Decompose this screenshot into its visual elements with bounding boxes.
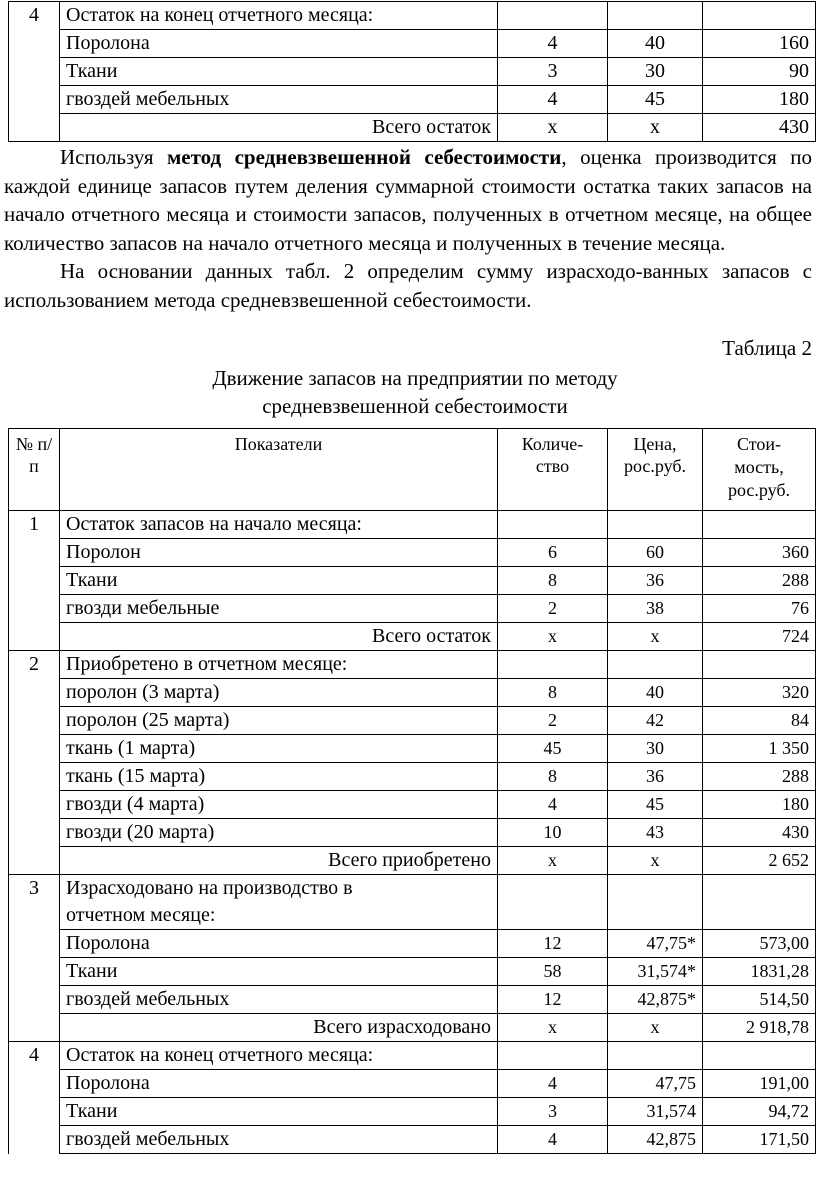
table-row: 3 Израсходовано на производство в отчетном месяце: — [9, 875, 816, 930]
table-title-line-1: Движение запасов на предприятии по методу — [212, 366, 618, 390]
header-sum: Стои-мость, рос.руб. — [703, 429, 816, 511]
table-row: Поролона 4 40 160 — [9, 30, 816, 58]
main-table — [8, 428, 816, 1154]
paragraph-1: Используя метод средневзвешенной себестоимости, оценка производится по каждой единице запасов путем деления суммарной стоимости остатка таких запасов на начало отчетного месяца и стоимости запасов, полученных в отчетном месяце, на общее количество запасов на начало отчетного месяца и полученных в течение месяца. — [4, 145, 812, 255]
table-row: 4 Остаток на конец отчетного месяца: — [9, 1042, 816, 1070]
body-text — [4, 143, 812, 314]
table-row: гвоздей мебельных 4 45 180 — [9, 86, 816, 114]
table-row: ткань (1 марта) 45 30 1 350 — [9, 735, 816, 763]
header-row — [9, 429, 816, 511]
table-label: Таблица 2 — [722, 336, 812, 360]
table-row: гвозди (4 марта) 4 45 180 — [9, 791, 816, 819]
header-qty: Количе-ство — [498, 429, 608, 511]
table-row: поролон (25 марта) 2 42 84 — [9, 707, 816, 735]
table-row: Всего израсходовано х х 2 918,78 — [9, 1014, 816, 1042]
bold-term: метод средневзвешенной себестоимости — [166, 145, 562, 169]
table-row: гвозди (20 марта) 10 43 430 — [9, 819, 816, 847]
table-row: поролон (3 марта) 8 40 320 — [9, 679, 816, 707]
table-row: Ткани 58 31,574* 1831,28 — [9, 958, 816, 986]
table-row: 1 Остаток запасов на начало месяца: — [9, 511, 816, 539]
table-row: Всего остаток х х 724 — [9, 623, 816, 651]
header-price: Цена, рос.руб. — [608, 429, 703, 511]
table-row: Поролон 6 60 360 — [9, 539, 816, 567]
table-row: гвозди мебельные 2 38 76 — [9, 595, 816, 623]
table-row: Поролона 4 47,75 191,00 — [9, 1070, 816, 1098]
section-number: 4 — [9, 2, 60, 30]
table-row: гвоздей мебельных 4 42,875 171,50 — [9, 1126, 816, 1154]
table-row: Всего приобретено х х 2 652 — [9, 847, 816, 875]
table-row: гвоздей мебельных 12 42,875* 514,50 — [9, 986, 816, 1014]
header-indicator: Показатели — [60, 429, 498, 511]
table-row: 2 Приобретено в отчетном месяце: — [9, 651, 816, 679]
total-label: Всего остаток — [60, 114, 498, 142]
table-row: ткань (15 марта) 8 36 288 — [9, 763, 816, 791]
table-title-line-2: средневзвешенной себестоимости — [262, 394, 568, 418]
table-row: Всего остаток х х 430 — [9, 114, 816, 142]
table-row — [9, 2, 816, 30]
top-table — [8, 1, 816, 142]
paragraph-2: На основании данных табл. 2 определим сумму израсходо-ванных запасов с использованием метода средневзвешенной себестоимости. — [4, 259, 812, 312]
section-title: Остаток на конец отчетного месяца: — [60, 2, 498, 30]
table-row: Поролона 12 47,75* 573,00 — [9, 930, 816, 958]
table-row: Ткани 3 30 90 — [9, 58, 816, 86]
table-row: Ткани 3 31,574 94,72 — [9, 1098, 816, 1126]
header-no: № п/п — [9, 429, 60, 511]
table-row: Ткани 8 36 288 — [9, 567, 816, 595]
